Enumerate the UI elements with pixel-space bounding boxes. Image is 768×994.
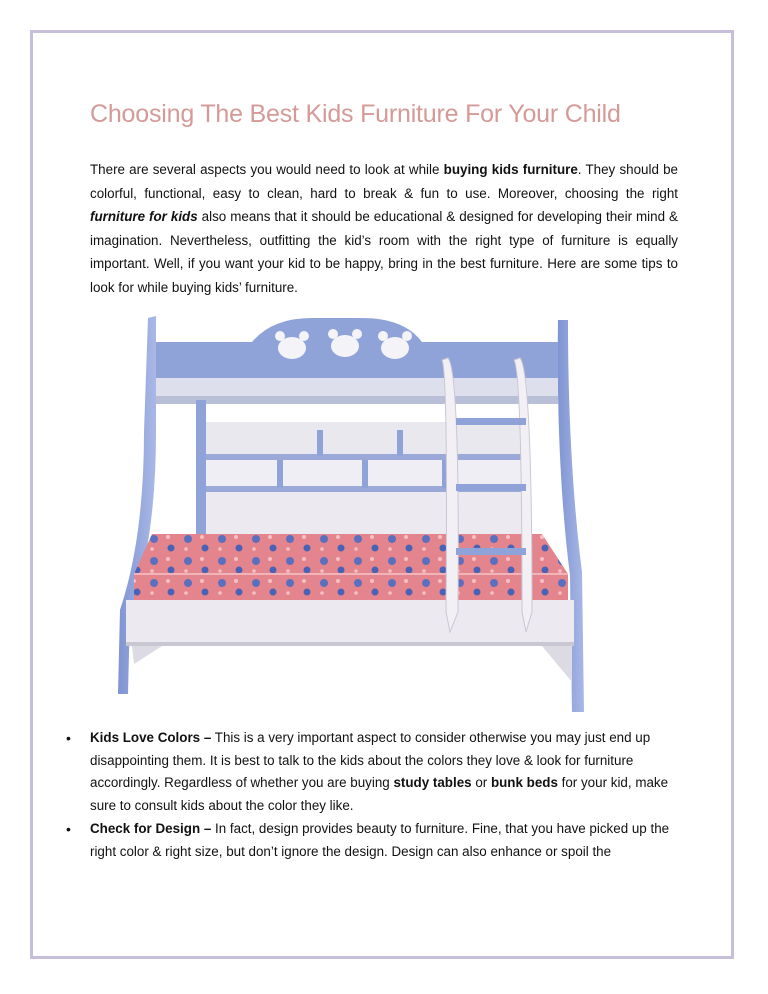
bullet-text-3: for your kid, make sure to consult kids about the color they like. [90, 775, 669, 814]
list-item [64, 727, 674, 818]
bullet-heading: Kids Love Colors – [90, 730, 212, 745]
bullet-bold-study-tables: study tables [393, 775, 472, 791]
bullet-text-1: In fact, design provides beauty to furniture. Fine, that you have picked up the right color & right size, but don’t ignore the design. Design can also enhance or spoil the [90, 820, 670, 859]
intro-text-1: There are several aspects you would need to look at while [90, 162, 444, 177]
intro-text-3: also means that it should be educational & designed for developing their mind & imagination. Nevertheless, outfitting the kid’s room with the right type of furniture is equally important. Well, if you want your kid to be happy, bring in the best furniture. Here are some tips to look for while buying kids’ furniture. [90, 209, 678, 295]
bunk-bed-image [112, 312, 592, 720]
bullet-marker: • [66, 820, 71, 837]
bullet-bold-bunk-beds: bunk beds [490, 775, 558, 791]
bullet-marker: • [66, 730, 71, 746]
intro-bold-link: buying kids furniture [443, 162, 578, 177]
bullet-text-2: or [471, 775, 491, 791]
page-title: Choosing The Best Kids Furniture For Your Child [90, 100, 621, 128]
tips-list [64, 727, 674, 863]
bullet-heading: Check for Design – [90, 820, 212, 836]
intro-paragraph [90, 158, 678, 299]
list-item [64, 818, 674, 863]
intro-text-2: . They should be colorful, functional, easy to clean, hard to break & fun to use. Moreover, choosing the right [90, 162, 679, 201]
bullet-text-1: This is a very important aspect to consider otherwise you may just end up disappointing them. It is best to talk to the kids about the colors they love & look for furniture accordingly. Regardless of whether you are buying [90, 730, 651, 791]
intro-bold-italic-link: furniture for kids [90, 209, 198, 224]
